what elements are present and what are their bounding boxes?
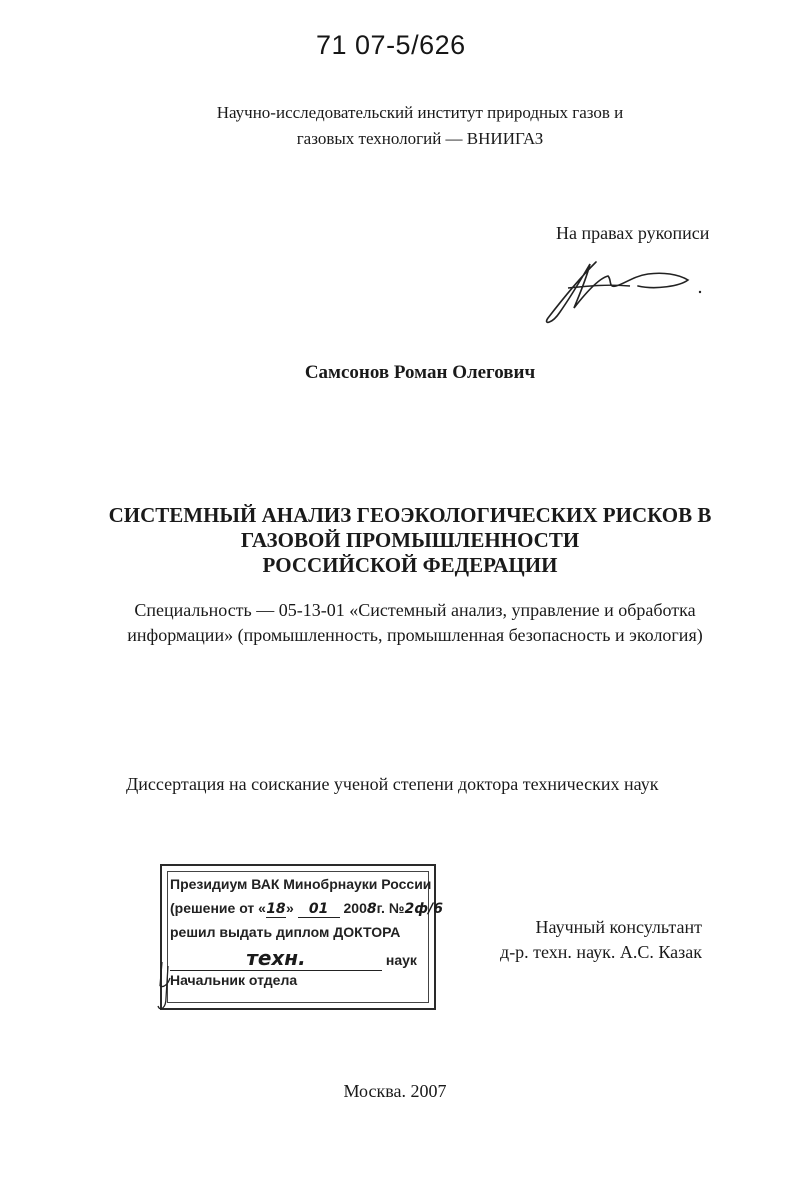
stamp-year-suffix: 8 (366, 901, 377, 917)
stamp-decision-line (170, 900, 443, 918)
title-line-3: РОССИЙСКОЙ ФЕДЕРАЦИИ (262, 553, 558, 577)
stamp-quote-close: » (285, 900, 294, 916)
stamp-month: 01 (298, 901, 340, 918)
specialty-line-1: Специальность — 05-13-01 «Системный анализ, управление и обработка (134, 600, 696, 620)
manuscript-note: На правах рукописи (556, 223, 710, 243)
stamp-field: техн. (170, 946, 382, 971)
institute-name (0, 100, 794, 152)
dissertation-title (0, 503, 794, 578)
scientific-consultant (486, 915, 702, 965)
stamp-handwritten-mark (154, 958, 184, 1018)
stamp-field-line (170, 946, 417, 971)
stamp-number-label: г. № (376, 900, 405, 916)
title-line-1: СИСТЕМНЫЙ АНАЛИЗ ГЕОЭКОЛОГИЧЕСКИХ РИСКОВ В (108, 503, 712, 527)
consultant-line-2: д-р. техн. наук. А.С. Казак (500, 942, 702, 962)
stamp-number: 2ф/6 (404, 901, 443, 917)
author-name: Самсонов Роман Олегович (304, 362, 536, 383)
consultant-line-1: Научный консультант (535, 917, 702, 937)
city-year: Москва. 2007 (343, 1081, 447, 1101)
vak-stamp (160, 864, 443, 1010)
stamp-line-3: решил выдать диплом ДОКТОРА (170, 924, 401, 940)
stamp-line-1: Президиум ВАК Минобрнауки России (170, 876, 432, 892)
catalog-number: 71 07-5/626 (316, 30, 466, 60)
stamp-field-suffix: наук (385, 952, 417, 968)
title-line-2: ГАЗОВОЙ ПРОМЫШЛЕННОСТИ (240, 528, 580, 552)
stamp-year-prefix: 200 (343, 900, 367, 916)
institute-line-2: газовых технологий — ВНИИГАЗ (296, 129, 544, 148)
author-signature (538, 250, 708, 330)
specialty (110, 598, 720, 648)
degree-statement: Диссертация на соискание ученой степени доктора технических наук (126, 774, 659, 794)
institute-line-1: Научно-исследовательский институт природных газов и (216, 103, 624, 122)
specialty-line-2: информации» (промышленность, промышленная безопасность и экология) (127, 625, 703, 645)
stamp-line-5: Начальник отдела (170, 972, 298, 988)
stamp-decision-prefix: (решение от « (170, 900, 266, 916)
stamp-day: 18 (266, 901, 286, 917)
